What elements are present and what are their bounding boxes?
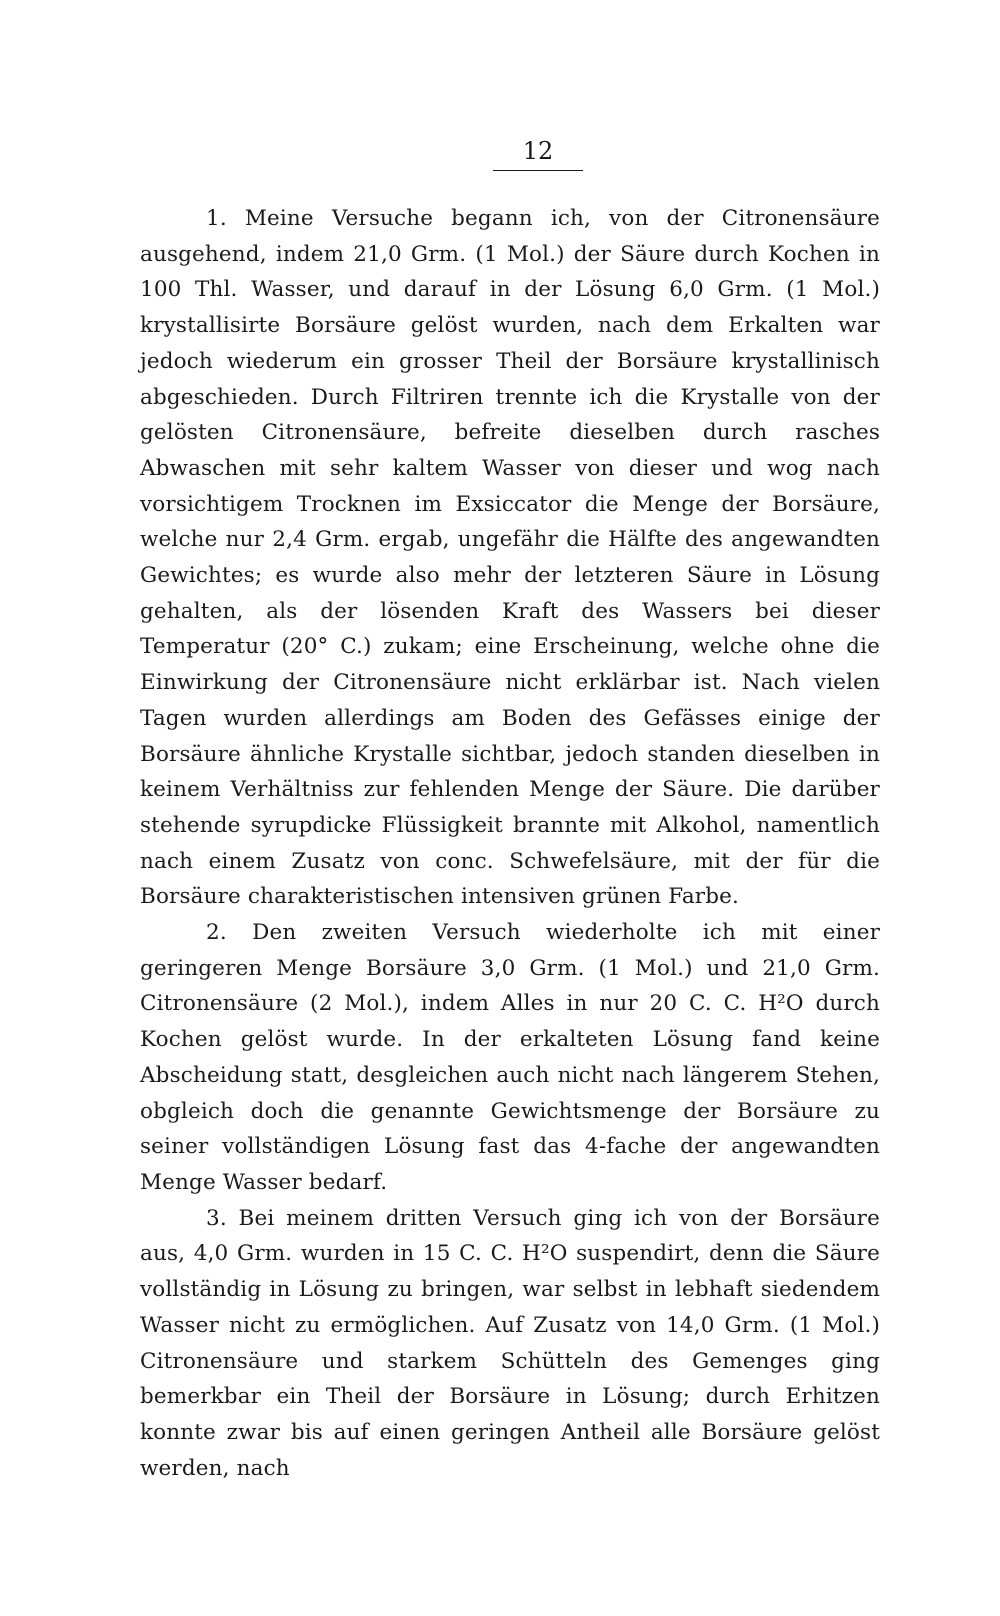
page-number-text: 12 xyxy=(493,136,584,171)
paragraph-2: 2. Den zweiten Versuch wiederholte ich mit einer geringeren Menge Borsäure 3,0 Grm. (1 Mol.) und 21,0 Grm. Citronensäure (2 Mol.), indem Alles in nur 20 C. C. H²O durch Kochen gelöst wurde. In der erkalteten Lösung fand keine Abscheidung statt, desgleichen auch nicht nach längerem Stehen, obgleich doch die genannte Gewichtsmenge der Borsäure zu seiner vollständigen Lösung fast das 4-fache der angewandten Menge Wasser bedarf. xyxy=(140,920,880,1195)
paragraph-1: 1. Meine Versuche begann ich, von der Citronensäure ausgehend, indem 21,0 Grm. (1 Mol.) der Säure durch Kochen in 100 Thl. Wasser, und darauf in der Lösung 6,0 Grm. (1 Mol.) krystallisirte Borsäure gelöst wurden, nach dem Erkalten war jedoch wiederum ein grosser Theil der Borsäure krystallinisch abgeschieden. Durch Filtriren trennte ich die Krystalle von der gelösten Citronensäure, befreite dieselben durch rasches Abwaschen mit sehr kaltem Wasser von dieser und wog nach vorsichtigem Trocknen im Exsiccator die Menge der Borsäure, welche nur 2,4 Grm. ergab, ungefähr die Hälfte des angewandten Gewichtes; es wurde also mehr der letzteren Säure in Lösung gehalten, als der lösenden Kraft des Wassers bei dieser Temperatur (20° C.) zukam; eine Erscheinung, welche ohne die Einwirkung der Citronensäure nicht erklärbar ist. Nach vielen Tagen wurden allerdings am Boden des Gefässes einige der Borsäure ähnliche Krystalle sichtbar, jedoch standen dieselben in keinem Verhältniss zur fehlenden Menge der Säure. Die darüber stehende syrupdicke Flüssigkeit brannte mit Alkohol, namentlich nach einem Zusatz von conc. Schwefelsäure, mit der für die Borsäure charakteristischen intensiven grünen Farbe. xyxy=(140,206,880,910)
body-text xyxy=(140,201,880,1486)
page-number xyxy=(140,136,880,171)
document-page xyxy=(140,136,880,1486)
paragraph-3: 3. Bei meinem dritten Versuch ging ich von der Borsäure aus, 4,0 Grm. wurden in 15 C. C. H²O suspendirt, denn die Säure vollständig in Lösung zu bringen, war selbst in lebhaft siedendem Wasser nicht zu ermöglichen. Auf Zusatz von 14,0 Grm. (1 Mol.) Citronensäure und starkem Schütteln des Gemenges ging bemerkbar ein Theil der Borsäure in Lösung; durch Erhitzen konnte zwar bis auf einen geringen Antheil alle Borsäure gelöst werden, nach xyxy=(140,1205,880,1481)
